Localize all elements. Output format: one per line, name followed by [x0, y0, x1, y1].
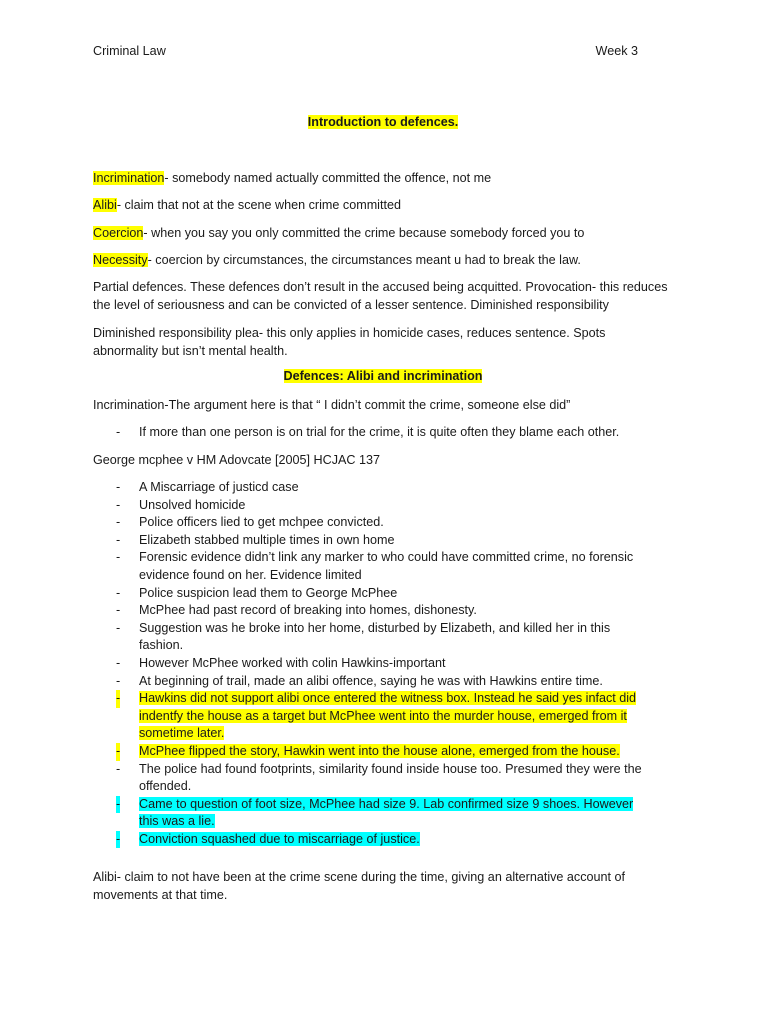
- list-item: [93, 585, 653, 603]
- list-item-text: McPhee flipped the story, Hawkin went into the house alone, emerged from the house.: [139, 743, 620, 758]
- list-item-text: Conviction squashed due to miscarriage of justice.: [139, 831, 420, 846]
- list-item-text: McPhee had past record of breaking into homes, dishonesty.: [139, 603, 477, 618]
- diminished-responsibility-paragraph: Diminished responsibility plea- this only applies in homicide cases, reduces sentence. Spots abnormality but isn’t mental health.: [93, 326, 606, 358]
- list-dash: -: [116, 743, 120, 761]
- list-item: [93, 549, 653, 584]
- list-item: [93, 532, 653, 550]
- list-item-text: Suggestion was he broke into her home, disturbed by Elizabeth, and killed her in this fashion.: [139, 620, 611, 653]
- definition-alibi: Alibi- claim that not at the scene when crime committed: [93, 198, 401, 212]
- list-item-text: A Miscarriage of justicd case: [139, 480, 299, 494]
- section-title-alibi-incrimination: Defences: Alibi and incrimination: [283, 369, 483, 383]
- section-title-introduction: Introduction to defences.: [307, 115, 459, 129]
- list-dash: -: [116, 585, 121, 600]
- list-item: [93, 620, 653, 655]
- list-item-text: Came to question of foot size, McPhee had size 9. Lab confirmed size 9 shoes. However this was a lie.: [139, 796, 634, 829]
- list-item-text: At beginning of trail, made an alibi offence, saying he was with Hawkins entire time.: [139, 673, 603, 688]
- list-dash: -: [116, 831, 120, 849]
- partial-defences-paragraph: Partial defences. These defences don’t result in the accused being acquitted. Provocation- this reduces the level of seriousness and can be convicted of a lesser sentence. Diminished responsibility: [93, 280, 668, 312]
- list-item: [93, 514, 653, 532]
- definition-incrimination: Incrimination- somebody named actually committed the offence, not me: [93, 171, 492, 185]
- list-dash: -: [116, 515, 121, 530]
- list-item: [93, 690, 653, 743]
- list-item: [93, 602, 653, 620]
- list-dash: -: [116, 620, 121, 635]
- list-item: [93, 673, 653, 691]
- list-item-text: The police had found footprints, similarity found inside house too. Presumed they were the offended.: [139, 761, 642, 794]
- incrimination-intro: Incrimination-The argument here is that “ I didn’t commit the crime, someone else did”: [93, 398, 571, 412]
- list-item-text: Unsolved homicide: [139, 497, 246, 512]
- definition-coercion: Coercion- when you say you only committed the crime because somebody forced you to: [93, 226, 585, 240]
- incrimination-list: [93, 424, 673, 442]
- list-item: [93, 796, 653, 831]
- list-dash: -: [116, 690, 120, 708]
- list-dash: -: [116, 497, 121, 512]
- definition-necessity: Necessity- coercion by circumstances, the circumstances meant u had to break the law.: [93, 253, 581, 267]
- list-dash: -: [116, 550, 121, 565]
- list-item: [93, 479, 653, 497]
- list-item-text: Forensic evidence didn’t link any marker to who could have committed crime, no forensic evidence found on her. Evidence limited: [139, 550, 634, 582]
- list-dash: -: [116, 655, 121, 670]
- list-item: [93, 743, 653, 761]
- list-dash: -: [116, 761, 121, 776]
- list-item-text: Hawkins did not support alibi once entered the witness box. Instead he said yes infact did indentfy the house as a target but McPhee went into the murder house, emerged from it sometime later.: [139, 691, 637, 741]
- list-item-text: However McPhee worked with colin Hawkins-important: [139, 655, 446, 670]
- list-item: [93, 831, 653, 849]
- list-dash: -: [116, 673, 121, 688]
- alibi-definition-paragraph: Alibi- claim to not have been at the crime scene during the time, giving an alternative account of movements at that time.: [93, 870, 626, 902]
- list-dash: -: [116, 603, 121, 618]
- list-dash: -: [116, 532, 121, 547]
- list-dash: -: [116, 425, 121, 439]
- case-facts-list: [93, 479, 653, 848]
- list-item-text: Police suspicion lead them to George McPhee: [139, 585, 398, 600]
- list-dash: -: [116, 480, 121, 494]
- header-course: Criminal Law: [93, 44, 166, 58]
- page-header: [93, 44, 638, 62]
- list-item-text: Elizabeth stabbed multiple times in own home: [139, 532, 395, 547]
- list-item: [93, 497, 653, 515]
- list-item: [93, 761, 653, 796]
- list-item: [93, 655, 653, 673]
- header-week: Week 3: [595, 44, 638, 58]
- list-item: - If more than one person is on trial for the crime, it is quite often they blame each other.: [93, 424, 673, 442]
- list-dash: -: [116, 796, 120, 814]
- list-item-text: Police officers lied to get mchpee convicted.: [139, 515, 384, 530]
- case-citation: George mcphee v HM Adovcate [2005] HCJAC 137: [93, 453, 381, 467]
